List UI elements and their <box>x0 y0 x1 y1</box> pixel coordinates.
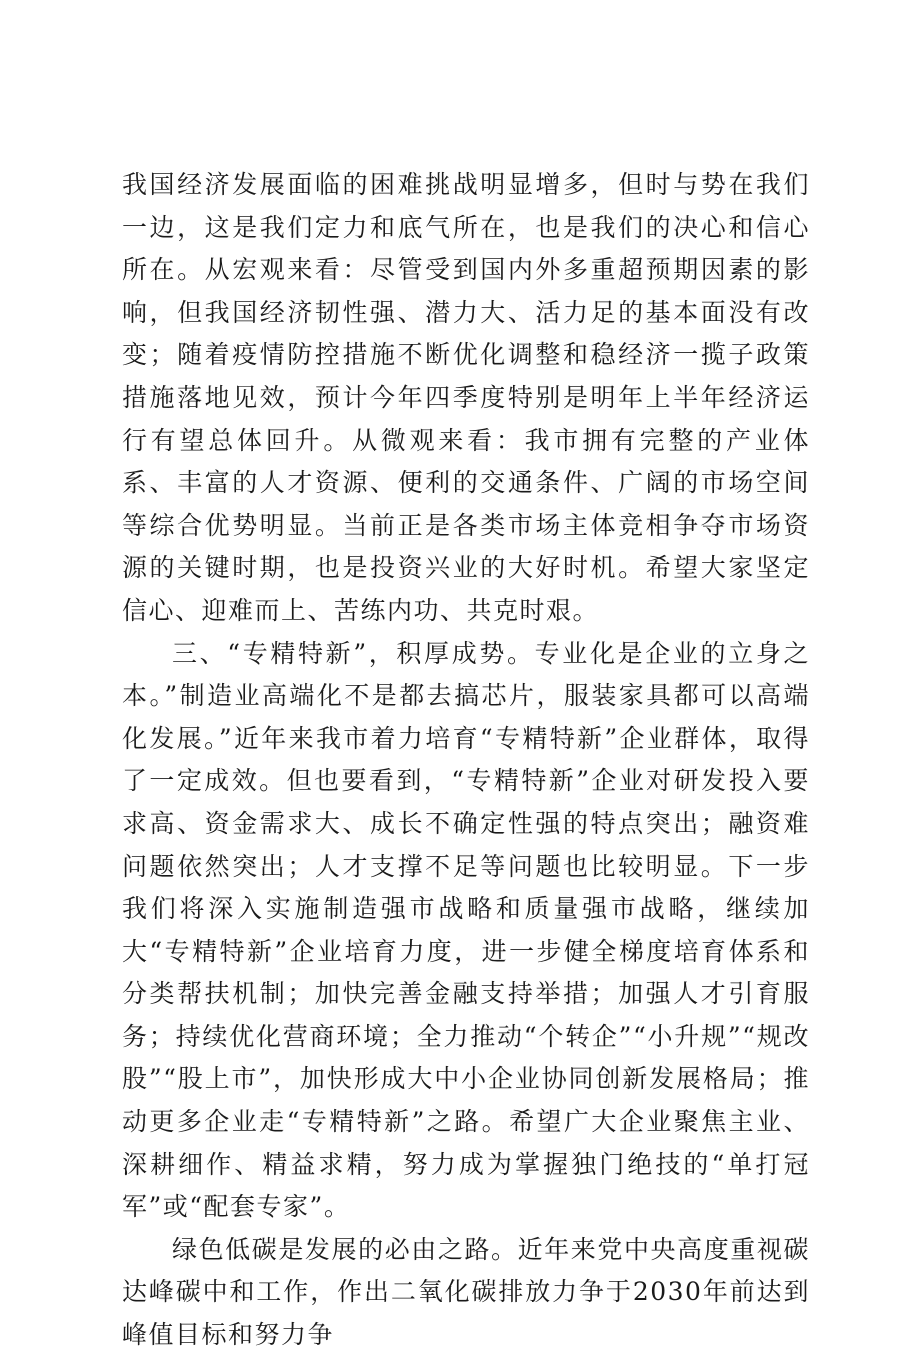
paragraph-green-low-carbon: 绿色低碳是发展的必由之路。近年来党中央高度重视碳达峰碳中和工作，作出二氧化碳排放力争于2030年前达到峰值目标和努力争 <box>122 1234 810 1350</box>
document-body <box>122 164 810 1357</box>
paragraph-specialized-enterprises: 三、“专精特新”，积厚成势。专业化是企业的立身之本。”制造业高端化不是都去搞芯片，服装家具都可以高端化发展。”近年来我市着力培育“专精特新”企业群体，取得了一定成效。但也要看到，“专精特新”企业对研发投入要求高、资金需求大、成长不确定性强的特点突出；融资难问题依然突出；人才支撑不足等问题也比较明显。下一步我们将深入实施制造强市战略和质量强市战略，继续加大“专精特新”企业培育力度，进一步健全梯度培育体系和分类帮扶机制；加快完善金融支持举措；加强人才引育服务；持续优化营商环境；全力推动“个转企”“小升规”“规改股”“股上市”，加快形成大中小企业协同创新发展格局；推动更多企业走“专精特新”之路。希望广大企业聚焦主业、深耕细作、精益求精，努力成为掌握独门绝技的“单打冠军”或“配套专家”。 <box>122 638 810 1222</box>
paragraph-economy-confidence: 我国经济发展面临的困难挑战明显增多，但时与势在我们一边，这是我们定力和底气所在，也是我们的决心和信心所在。从宏观来看：尽管受到国内外多重超预期因素的影响，但我国经济韧性强、潜力大、活力足的基本面没有改变；随着疫情防控措施不断优化调整和稳经济一揽子政策措施落地见效，预计今年四季度特别是明年上半年经济运行有望总体回升。从微观来看：我市拥有完整的产业体系、丰富的人才资源、便利的交通条件、广阔的市场空间等综合优势明显。当前正是各类市场主体竞相争夺市场资源的关键时期，也是投资兴业的大好时机。希望大家坚定信心、迎难而上、苦练内功、共克时艰。 <box>122 170 810 625</box>
